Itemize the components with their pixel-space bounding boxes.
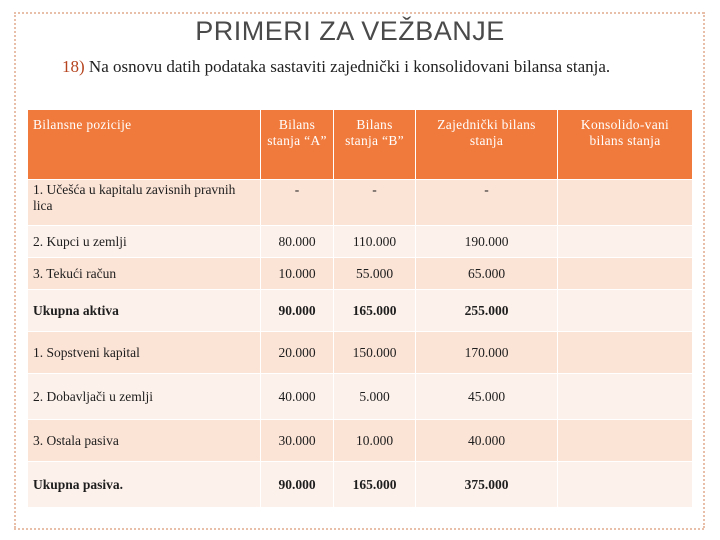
header-konsolidovani: Konsolido-vani bilans stanja [558, 110, 693, 180]
balance-sheet-table [27, 109, 693, 508]
table-row [28, 462, 693, 508]
cell-a: 80.000 [261, 226, 334, 258]
table-row [28, 258, 693, 290]
cell-a: 10.000 [261, 258, 334, 290]
row-label: Ukupna pasiva. [28, 462, 261, 508]
cell-konsolidovani [558, 290, 693, 332]
table-row [28, 290, 693, 332]
cell-zajednicki: - [416, 180, 558, 226]
cell-zajednicki: 65.000 [416, 258, 558, 290]
row-label: Ukupna aktiva [28, 290, 261, 332]
cell-a: 90.000 [261, 290, 334, 332]
task-text [62, 56, 682, 78]
cell-a: 20.000 [261, 332, 334, 374]
table-row [28, 332, 693, 374]
cell-konsolidovani [558, 258, 693, 290]
cell-b: 10.000 [334, 420, 416, 462]
cell-zajednicki: 255.000 [416, 290, 558, 332]
cell-zajednicki: 45.000 [416, 374, 558, 420]
row-label: 2. Dobavljači u zemlji [28, 374, 261, 420]
slide-frame-left [14, 12, 16, 528]
cell-a: 40.000 [261, 374, 334, 420]
header-bilans-a: Bilans stanja “A” [261, 110, 334, 180]
header-zajednicki: Zajednički bilans stanja [416, 110, 558, 180]
cell-zajednicki: 190.000 [416, 226, 558, 258]
task-number: 18) [62, 57, 85, 76]
cell-b: 110.000 [334, 226, 416, 258]
cell-zajednicki: 375.000 [416, 462, 558, 508]
slide-frame-top [14, 12, 704, 14]
cell-konsolidovani [558, 180, 693, 226]
cell-b: 150.000 [334, 332, 416, 374]
table-row [28, 374, 693, 420]
slide-frame-bottom [14, 528, 704, 530]
cell-konsolidovani [558, 374, 693, 420]
header-bilansne-pozicije: Bilansne pozicije [28, 110, 261, 180]
cell-b: 165.000 [334, 290, 416, 332]
cell-zajednicki: 170.000 [416, 332, 558, 374]
row-label: 3. Tekući račun [28, 258, 261, 290]
cell-a: 90.000 [261, 462, 334, 508]
cell-konsolidovani [558, 226, 693, 258]
cell-a: - [261, 180, 334, 226]
cell-konsolidovani [558, 420, 693, 462]
row-label: 1. Sopstveni kapital [28, 332, 261, 374]
cell-b: 55.000 [334, 258, 416, 290]
table-row [28, 420, 693, 462]
cell-konsolidovani [558, 462, 693, 508]
cell-zajednicki: 40.000 [416, 420, 558, 462]
table-row [28, 180, 693, 226]
cell-a: 30.000 [261, 420, 334, 462]
row-label: 1. Učešća u kapitalu zavisnih pravnih lica [28, 180, 261, 226]
cell-konsolidovani [558, 332, 693, 374]
slide-title: PRIMERI ZA VEŽBANJE [195, 16, 505, 46]
row-label: 2. Kupci u zemlji [28, 226, 261, 258]
header-bilans-b: Bilans stanja “B” [334, 110, 416, 180]
slide-frame-right [703, 12, 705, 528]
cell-b: 5.000 [334, 374, 416, 420]
cell-b: 165.000 [334, 462, 416, 508]
row-label: 3. Ostala pasiva [28, 420, 261, 462]
table-row [28, 226, 693, 258]
cell-b: - [334, 180, 416, 226]
task-description: Na osnovu datih podataka sastaviti zajednički i konsolidovani bilansa stanja. [84, 57, 611, 76]
